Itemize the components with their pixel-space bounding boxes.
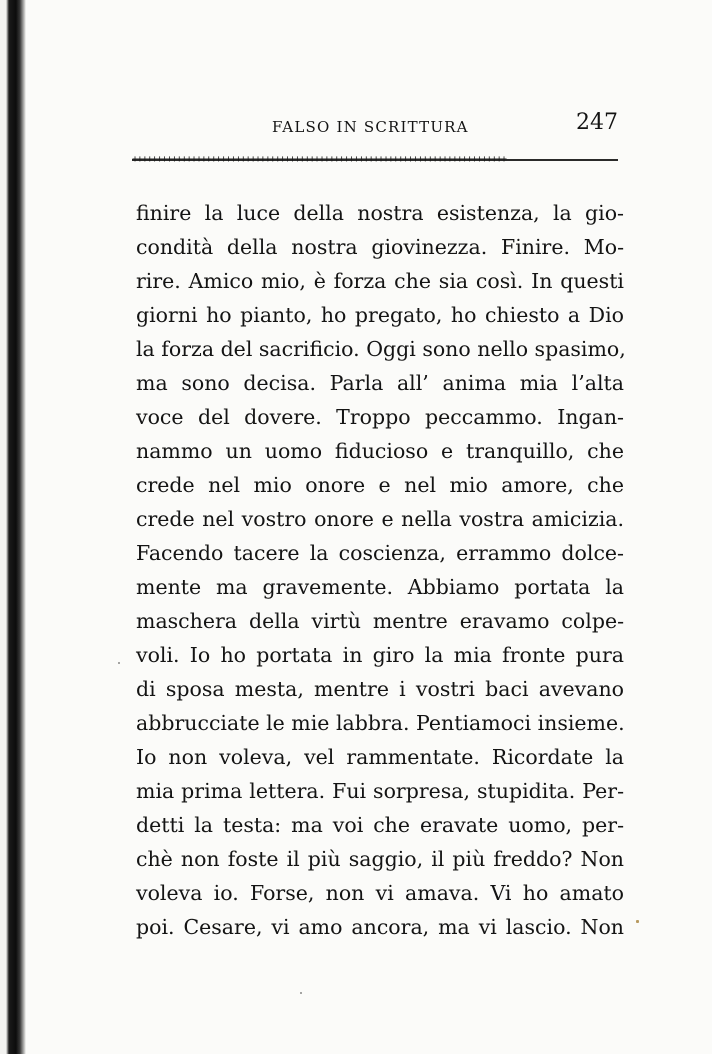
text-line: chè non foste il più saggio, il più freddo? Non — [136, 847, 624, 871]
text-line: voce del dovere. Troppo peccammo. Ingan- — [136, 405, 624, 429]
body-text — [136, 196, 624, 944]
paper-speck — [636, 920, 639, 923]
text-line: condità della nostra giovinezza. Finire. Mo- — [136, 235, 624, 259]
text-line: rire. Amico mio, è forza che sia così. In questi — [136, 269, 624, 293]
running-header-title: FALSO IN SCRITTURA — [272, 118, 469, 136]
text-line: poi. Cesare, vi amo ancora, ma vi lascio. Non — [136, 915, 624, 939]
page-number: 247 — [576, 110, 618, 135]
book-spine-shadow — [0, 0, 26, 1054]
text-line: voli. Io ho portata in giro la mia fronte pura — [136, 643, 624, 667]
text-line: voleva io. Forse, non vi amava. Vi ho amato — [136, 881, 624, 905]
text-line: giorni ho pianto, ho pregato, ho chiesto a Dio — [136, 303, 624, 327]
text-line: crede nel mio onore e nel mio amore, che — [136, 473, 624, 497]
paper-speck — [118, 662, 120, 664]
text-line: maschera della virtù mentre eravamo colpe- — [136, 609, 624, 633]
text-line: di sposa mesta, mentre i vostri baci avevano — [136, 677, 624, 701]
text-line: mia prima lettera. Fui sorpresa, stupidita. Per- — [136, 779, 624, 803]
text-line: crede nel vostro onore e nella vostra amicizia. — [136, 507, 624, 531]
text-line: ma sono decisa. Parla all’ anima mia l’alta — [136, 371, 624, 395]
text-line: Io non voleva, vel rammentate. Ricordate la — [136, 745, 624, 769]
text-line: abbrucciate le mie labbra. Pentiamoci insieme. — [136, 711, 625, 735]
text-line: detti la testa: ma voi che eravate uomo, per- — [136, 813, 624, 837]
text-line: la forza del sacrificio. Oggi sono nello spasimo, — [136, 337, 626, 361]
paper-speck — [300, 992, 302, 994]
text-line: mente ma gravemente. Abbiamo portata la — [136, 575, 624, 599]
decorative-ornament-rule: ++++++++++++++++++++++++++++++++++++++++++++++++++++++++++++++++++++++++++++ — [132, 154, 506, 165]
text-line: nammo un uomo fiducioso e tranquillo, che — [136, 439, 624, 463]
text-line: finire la luce della nostra esistenza, la gio- — [136, 201, 624, 225]
text-line: Facendo tacere la coscienza, errammo dolce- — [136, 541, 624, 565]
